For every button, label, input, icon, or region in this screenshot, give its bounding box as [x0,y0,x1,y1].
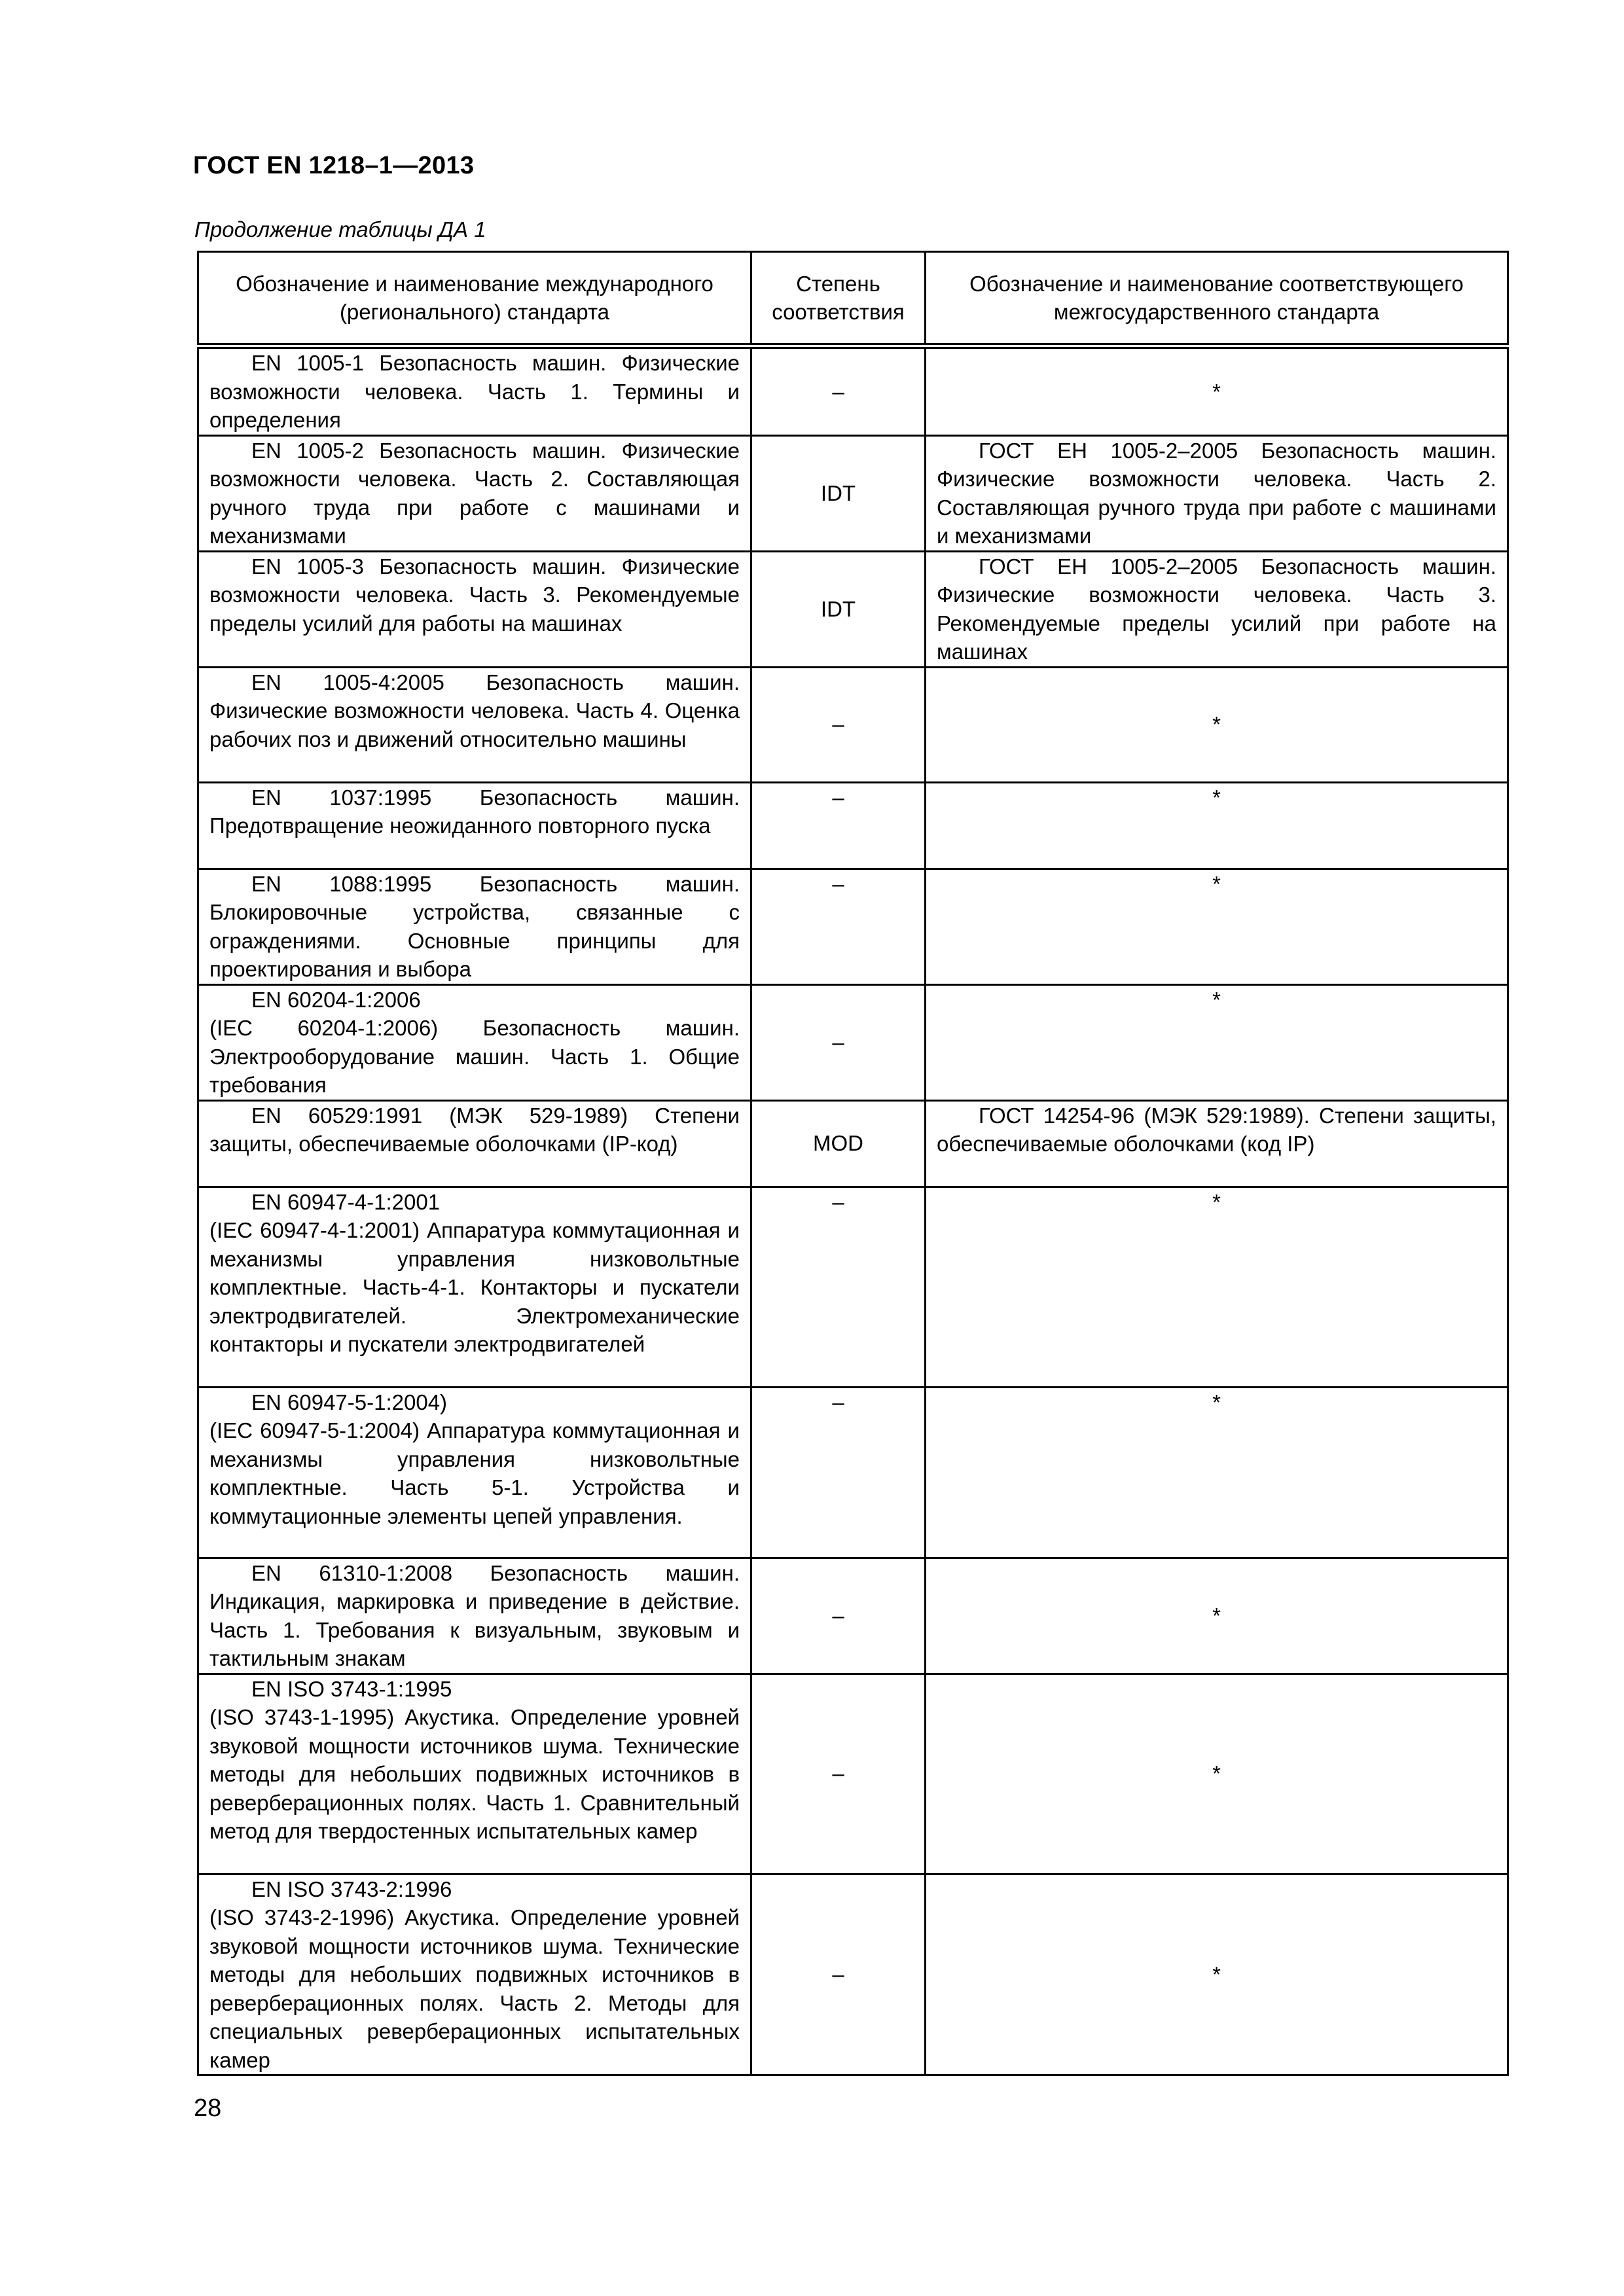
degree-cell: – [751,1187,926,1387]
table-row [198,1674,1508,1874]
interstate-standard-cell: * [926,346,1508,436]
column-header-degree: Степень соответствия [751,252,926,346]
interstate-standard-cell: ГОСТ ЕН 1005-2–2005 Безопасность машин. Физические возможности человека. Часть 3. Рекомендуемые пределы усилий при работе на машинах [926,551,1508,667]
international-standard-title: (IEC 60947-5-1:2004) Аппаратура коммутационная и механизмы управления низковольтные комплектные. Часть 5-1. Устройства и коммутационные элементы цепей управления. [209,1418,740,1528]
international-standard-cell [198,1187,751,1387]
table-caption: Продолжение таблицы ДА 1 [194,217,486,242]
international-standard-title: EN 1037:1995 Безопасность машин. Предотвращение неожиданного повторного пуска [209,785,740,838]
international-standard-cell [198,551,751,667]
degree-cell: – [751,1387,926,1558]
international-standard-cell [198,869,751,984]
column-header-interstate: Обозначение и наименование соответствующего межгосударственного стандарта [926,252,1508,346]
degree-cell: – [751,346,926,436]
table-row [198,782,1508,869]
table-row [198,1187,1508,1387]
degree-cell: – [751,1674,926,1874]
international-standard-code: EN 60947-4-1:2001 [251,1189,441,1214]
international-standard-cell [198,1874,751,2075]
table-row [198,1387,1508,1558]
column-header-international: Обозначение и наименование международного (регионального) стандарта [198,252,751,346]
international-standard-cell [198,1558,751,1674]
degree-cell: – [751,782,926,869]
international-standard-cell [198,1674,751,1874]
degree-cell: – [751,984,926,1100]
international-standard-code: EN 60204-1:2006 [251,987,421,1012]
table-row [198,1874,1508,2075]
table-row [198,869,1508,984]
international-standard-cell [198,667,751,782]
international-standard-title: EN 1005-3 Безопасность машин. Физические возможности человека. Часть 3. Рекомендуемые пределы усилий для работы на машинах [209,554,740,636]
international-standard-title: EN 1088:1995 Безопасность машин. Блокировочные устройства, связанные с ограждениями. Основные принципы для проектирования и выбора [209,871,740,981]
table-row [198,346,1508,436]
interstate-standard-cell: * [926,1674,1508,1874]
interstate-standard-cell: * [926,869,1508,984]
international-standard-cell [198,782,751,869]
international-standard-code: EN ISO 3743-2:1996 [251,1876,452,1901]
document-code: ГОСТ EN 1218–1—2013 [193,152,475,179]
interstate-standard-cell: ГОСТ 14254-96 (МЭК 529:1989). Степени защиты, обеспечиваемые оболочками (код IP) [926,1100,1508,1187]
degree-cell: MOD [751,1100,926,1187]
interstate-standard-cell: * [926,1187,1508,1387]
table-header-row [198,252,1508,346]
international-standard-cell [198,346,751,436]
international-standard-title: EN 1005-4:2005 Безопасность машин. Физические возможности человека. Часть 4. Оценка рабочих поз и движений относительно машины [209,670,740,751]
interstate-standard-cell: * [926,984,1508,1100]
interstate-standard-cell: * [926,1874,1508,2075]
international-standard-cell [198,1387,751,1558]
international-standard-cell [198,984,751,1100]
interstate-standard-cell: ГОСТ ЕН 1005-2–2005 Безопасность машин. Физические возможности человека. Часть 2. Составляющая ручного труда при работе с машинами и механизмами [926,435,1508,551]
degree-cell: – [751,1874,926,2075]
table-row [198,435,1508,551]
standards-table [197,251,1509,2076]
international-standard-title: (IEC 60947-4-1:2001) Аппаратура коммутационная и механизмы управления низковольтные комплектные. Часть-4-1. Контакторы и пускатели электродвигателей. Электромеханические контакторы и пускатели электродвигателей [209,1218,740,1356]
table-row [198,667,1508,782]
international-standard-title: (IEC 60204-1:2006) Безопасность машин. Электрооборудование машин. Часть 1. Общие требования [209,1016,740,1097]
table-row [198,1558,1508,1674]
degree-cell: – [751,869,926,984]
table-row [198,551,1508,667]
international-standard-title: EN 61310-1:2008 Безопасность машин. Индикация, маркировка и приведение в действие. Часть 1. Требования к визуальным, звуковым и тактильным знакам [209,1560,740,1670]
international-standard-title: EN 60529:1991 (МЭК 529-1989) Степени защиты, обеспечиваемые оболочками (IP-код) [209,1103,740,1156]
interstate-standard-cell: * [926,1387,1508,1558]
degree-cell: – [751,1558,926,1674]
page-number: 28 [194,2094,222,2122]
international-standard-title: EN 1005-2 Безопасность машин. Физические возможности человека. Часть 2. Составляющая ручного труда при работе с машинами и механизмами [209,438,740,548]
international-standard-title: (ISO 3743-1-1995) Акустика. Определение уровней звуковой мощности источников шума. Технические методы для небольших подвижных источников в реверберационных полях. Часть 1. Сравнительный метод для твердостенных испытательных камер [209,1705,740,1843]
interstate-standard-cell: * [926,667,1508,782]
degree-cell: – [751,667,926,782]
table-row [198,1100,1508,1187]
interstate-standard-cell: * [926,782,1508,869]
degree-cell: IDT [751,435,926,551]
international-standard-code: EN 60947-5-1:2004) [251,1390,448,1414]
table-row [198,984,1508,1100]
international-standard-cell [198,1100,751,1187]
international-standard-cell [198,435,751,551]
international-standard-code: EN ISO 3743-1:1995 [251,1676,452,1701]
interstate-standard-cell: * [926,1558,1508,1674]
degree-cell: IDT [751,551,926,667]
international-standard-title: (ISO 3743-2-1996) Акустика. Определение уровней звуковой мощности источников шума. Технические методы для небольших подвижных источников в реверберационных полях. Часть 2. Методы для специальных реверберационных испытательных камер [209,1905,740,2072]
international-standard-title: EN 1005-1 Безопасность машин. Физические возможности человека. Часть 1. Термины и определения [209,351,740,432]
